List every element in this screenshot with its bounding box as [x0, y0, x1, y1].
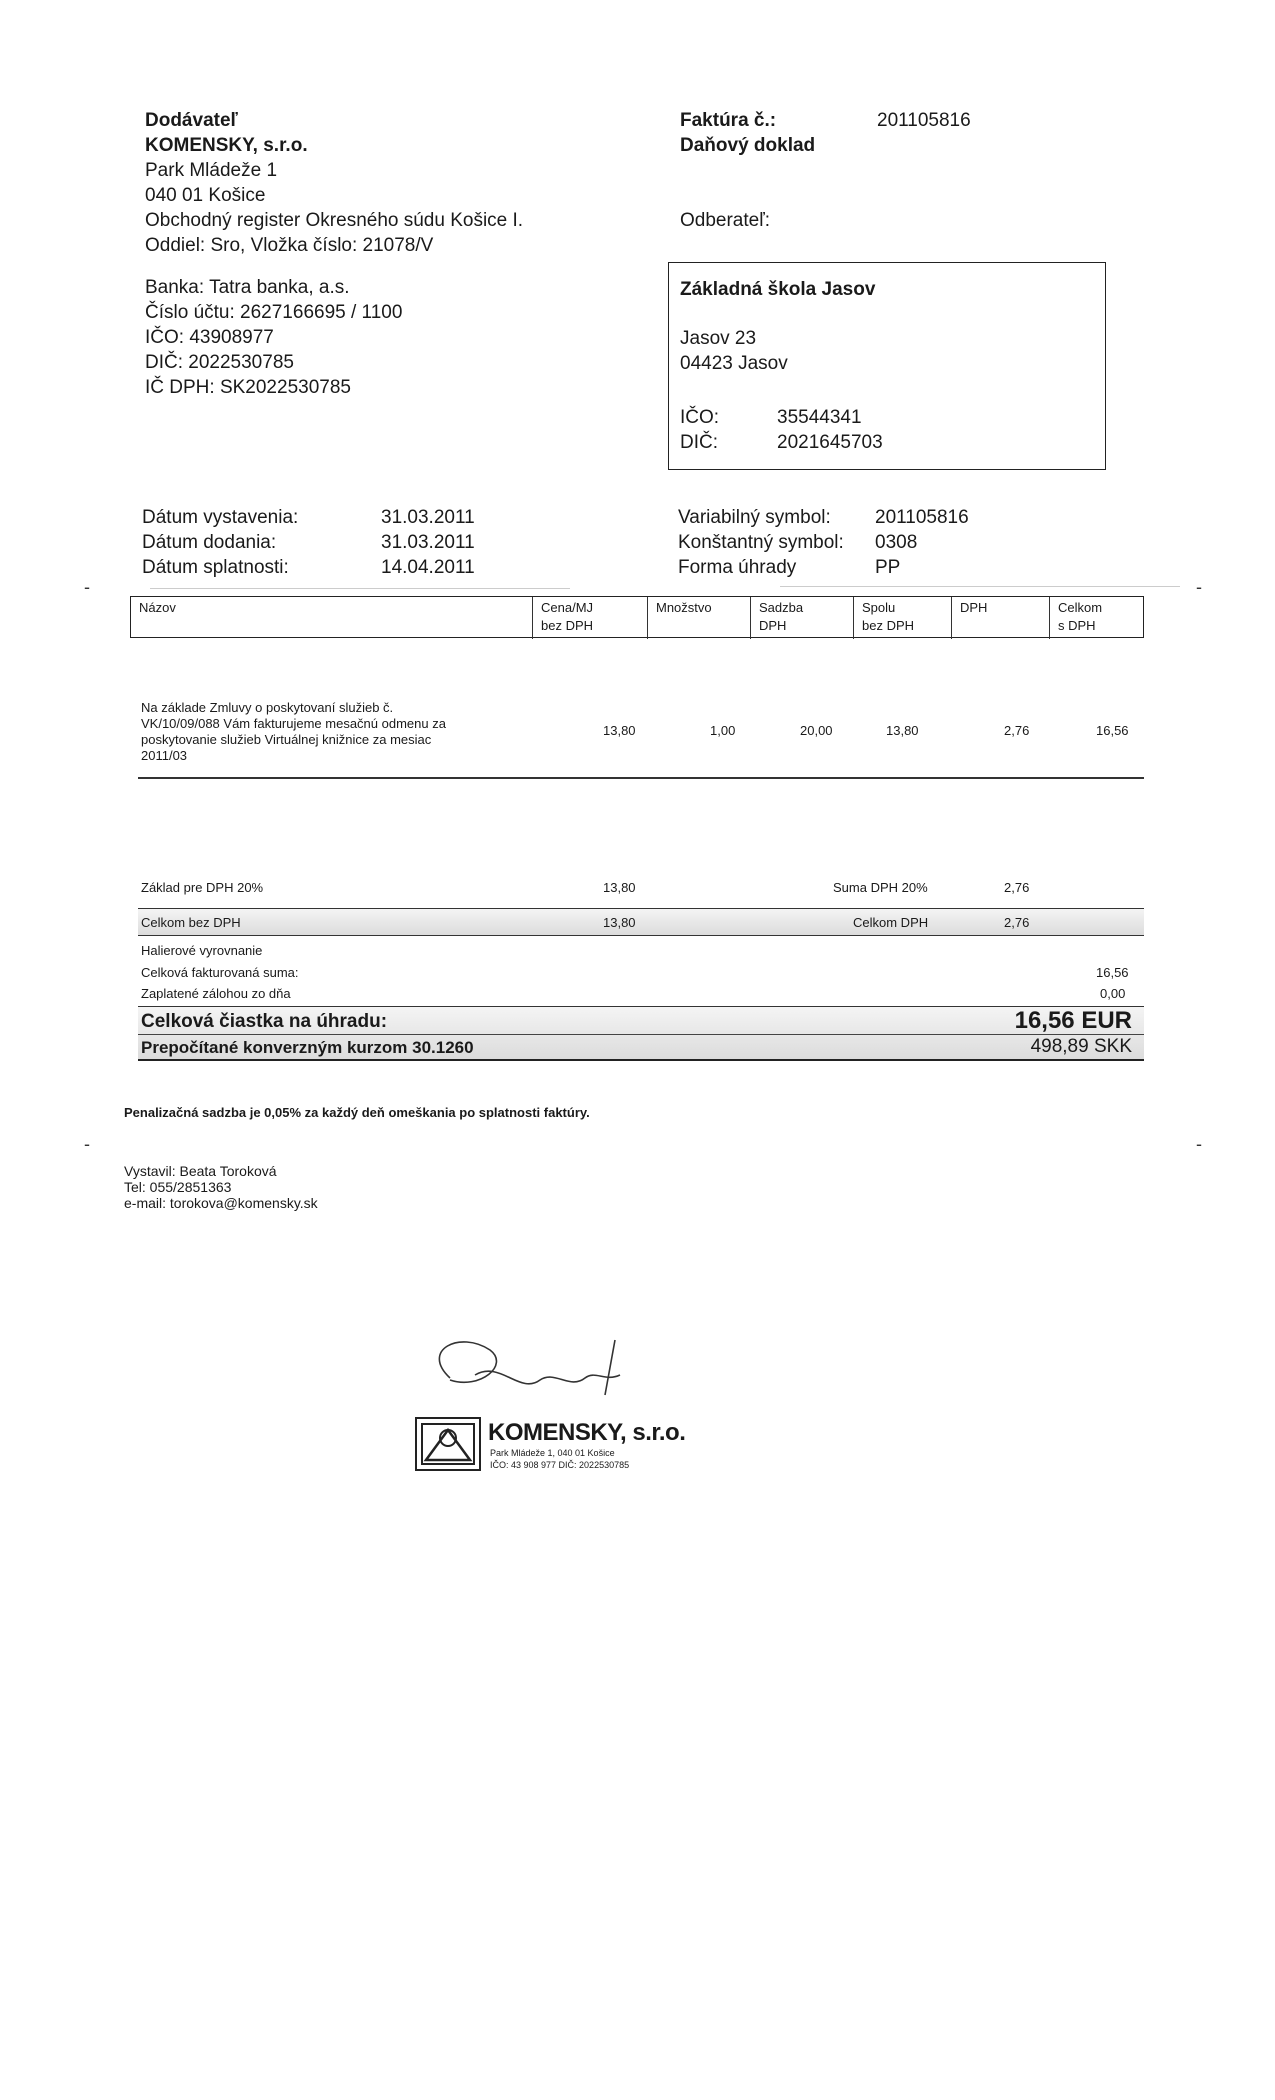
fold-mark: -	[84, 577, 90, 597]
vat-base: 13,80	[603, 880, 636, 895]
invoiced-amount: 16,56	[1096, 965, 1129, 980]
net-total: 13,80	[603, 915, 636, 930]
stamp-ids: IČO: 43 908 977 DIČ: 2022530785	[490, 1460, 630, 1470]
col-price-line2: bez DPH	[541, 618, 594, 633]
advance-amount: 0,00	[1100, 986, 1126, 1001]
col-vat	[951, 597, 1049, 639]
totals-bar	[138, 908, 1144, 936]
supplier-ico: IČO: 43908977	[145, 327, 274, 348]
fold-line	[780, 586, 1180, 587]
col-name	[131, 597, 532, 639]
issue-date: 31.03.2011	[381, 507, 475, 528]
supplier-section: Oddiel: Sro, Vložka číslo: 21078/V	[145, 235, 434, 256]
supplier-name: KOMENSKY, s.r.o.	[145, 135, 308, 156]
col-total-line2: bez DPH	[862, 618, 915, 633]
col-gross	[1049, 597, 1143, 639]
fold-line	[150, 588, 570, 589]
customer-dic-label: DIČ:	[680, 432, 718, 453]
item-rate: 20,00	[800, 723, 833, 738]
supplier-dic: DIČ: 2022530785	[145, 352, 294, 373]
tax-document-label: Daňový doklad	[680, 135, 816, 156]
due-date: 14.04.2011	[381, 557, 475, 578]
item-desc-line: 2011/03	[141, 748, 188, 763]
issuer-phone: Tel: 055/2851363	[124, 1179, 232, 1195]
col-qty-label: Množstvo	[656, 600, 712, 615]
vat-sum: 2,76	[1004, 880, 1030, 895]
customer-street: Jasov 23	[680, 328, 757, 349]
fold-mark: -	[1196, 577, 1202, 597]
supplier-heading: Dodávateľ	[145, 110, 238, 131]
converted-amount: 498,89 SKK	[1030, 1036, 1132, 1057]
supplier-icdph: IČ DPH: SK2022530785	[145, 377, 351, 398]
amount-due: 16,56 EUR	[1014, 1007, 1132, 1034]
invoiced-label: Celková fakturovaná suma:	[141, 965, 299, 980]
col-vat-label: DPH	[960, 600, 988, 615]
net-total-label: Celkom bez DPH	[141, 915, 241, 930]
col-qty	[647, 597, 750, 639]
customer-dic: 2021645703	[777, 432, 883, 453]
customer-name: Základná škola Jasov	[680, 279, 876, 300]
vat-total-label: Celkom DPH	[853, 915, 929, 930]
item-vat: 2,76	[1004, 723, 1030, 738]
issuer-email: e-mail: torokova@komensky.sk	[124, 1195, 318, 1211]
col-name-label: Názov	[139, 600, 176, 615]
customer-ico-label: IČO:	[680, 407, 720, 428]
item-qty: 1,00	[710, 723, 736, 738]
issuer-name: Vystavil: Beata Toroková	[124, 1163, 277, 1179]
issue-date-label: Dátum vystavenia:	[142, 507, 299, 528]
stamp-address: Park Mládeže 1, 040 01 Košice	[490, 1448, 615, 1458]
invoice-number: 201105816	[877, 110, 971, 131]
supplier-register: Obchodný register Okresného súdu Košice I.	[145, 210, 524, 231]
customer-city: 04423 Jasov	[680, 353, 788, 374]
delivery-date-label: Dátum dodania:	[142, 532, 277, 553]
stamp-company: KOMENSKY, s.r.o.	[488, 1419, 686, 1446]
col-rate	[750, 597, 853, 639]
vat-base-label: Základ pre DPH 20%	[141, 880, 264, 895]
item-desc-line: VK/10/09/088 Vám fakturujeme mesačnú odmenu za	[141, 716, 446, 731]
delivery-date: 31.03.2011	[381, 532, 475, 553]
supplier-account: Číslo účtu: 2627166695 / 1100	[145, 302, 403, 323]
fold-mark: -	[84, 1134, 90, 1154]
item-description	[141, 700, 561, 764]
payment-method-label: Forma úhrady	[678, 557, 797, 578]
customer-box	[668, 262, 1106, 470]
col-total	[853, 597, 951, 639]
fold-mark: -	[1196, 1134, 1202, 1154]
converted-label: Prepočítané konverzným kurzom 30.1260	[141, 1038, 474, 1057]
items-bottom-rule	[138, 777, 1144, 779]
variable-symbol-label: Variabilný symbol:	[678, 507, 831, 528]
supplier-street: Park Mládeže 1	[145, 160, 278, 181]
item-desc-line: poskytovanie služieb Virtuálnej knižnice za mesiac	[141, 732, 432, 747]
items-table-header	[130, 596, 1144, 638]
amount-due-label: Celková čiastka na úhradu:	[141, 1011, 388, 1032]
item-desc-line: Na základe Zmluvy o poskytovaní služieb č.	[141, 700, 394, 715]
customer-label: Odberateľ:	[680, 210, 771, 231]
invoice-label: Faktúra č.:	[680, 110, 777, 131]
issuer-block	[124, 1163, 318, 1211]
vat-sum-label: Suma DPH 20%	[833, 880, 928, 895]
amount-due-divider	[138, 1034, 1144, 1035]
col-price	[532, 597, 647, 639]
supplier-bank: Banka: Tatra banka, a.s.	[145, 277, 350, 298]
constant-symbol-label: Konštantný symbol:	[678, 532, 844, 553]
vat-total: 2,76	[1004, 915, 1030, 930]
due-date-label: Dátum splatnosti:	[142, 557, 289, 578]
col-rate-line2: DPH	[759, 618, 787, 633]
amount-due-bar	[138, 1006, 1144, 1061]
col-gross-line1: Celkom	[1058, 600, 1103, 615]
col-gross-line2: s DPH	[1058, 618, 1096, 633]
col-rate-line1: Sadzba	[759, 600, 804, 615]
company-stamp	[380, 1320, 700, 1490]
item-total: 13,80	[886, 723, 919, 738]
payment-method: PP	[875, 557, 901, 578]
rounding-label: Halierové vyrovnanie	[141, 943, 263, 958]
item-gross: 16,56	[1096, 723, 1129, 738]
customer-ico: 35544341	[777, 407, 862, 428]
col-total-line1: Spolu	[862, 600, 896, 615]
supplier-city: 040 01 Košice	[145, 185, 266, 206]
item-price: 13,80	[603, 723, 636, 738]
penalty-note: Penalizačná sadzba je 0,05% za každý deň omeškania po splatnosti faktúry.	[124, 1105, 590, 1120]
constant-symbol: 0308	[875, 532, 918, 553]
col-price-line1: Cena/MJ	[541, 600, 594, 615]
variable-symbol: 201105816	[875, 507, 969, 528]
advance-label: Zaplatené zálohou zo dňa	[141, 986, 291, 1001]
